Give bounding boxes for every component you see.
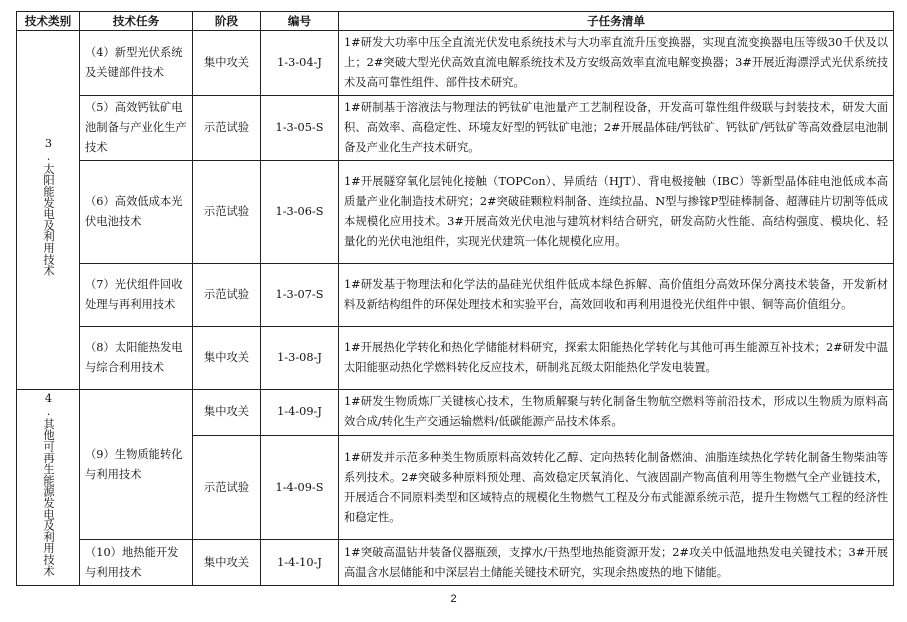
- table-header-row: [17, 12, 894, 31]
- subtask-list-cell: 1#研发大功率中压全直流光伏发电系统技术与大功率直流升压变换器，实现直流变换器电压等级30千伏及以上；2#突破大型光伏高效直流电解系统技术及方安级高效率直流电解变换器；3#开展近海漂浮式光伏系统技术及高可靠性组件、部件技术研究。: [339, 31, 894, 96]
- header-category: 技术类别: [17, 12, 80, 31]
- table-row: [17, 264, 894, 327]
- task-cell: （5）高效钙钛矿电池制备与产业化生产技术: [80, 96, 193, 161]
- table-row: [17, 161, 894, 264]
- table-row: [17, 327, 894, 390]
- task-cell: （8）太阳能热发电与综合利用技术: [80, 327, 193, 390]
- stage-cell: 集中攻关: [193, 31, 261, 96]
- table-row: [17, 540, 894, 586]
- category-label: 4.其他可再生能源发电及利用技术: [42, 392, 55, 577]
- stage-cell: 集中攻关: [193, 540, 261, 586]
- code-cell: 1-4-09-J: [261, 390, 339, 436]
- tech-task-table: [16, 11, 894, 586]
- table-row: [17, 390, 894, 436]
- page-number: 2: [450, 593, 457, 605]
- header-code: 编号: [261, 12, 339, 31]
- task-cell: （7）光伏组件回收处理与再利用技术: [80, 264, 193, 327]
- table-row: [17, 31, 894, 96]
- header-stage: 阶段: [193, 12, 261, 31]
- header-list: 子任务清单: [339, 12, 894, 31]
- stage-cell: 示范试验: [193, 96, 261, 161]
- subtask-list-cell: 1#研发并示范多种类生物质原料高效转化乙醇、定向热转化制备燃油、油脂连续热化学转化制备生物柴油等系列技术。2#突破多种原料预处理、高效稳定厌氧消化、气液固副产物高值利用等生物燃气全产业链技术，开展适合不同原料类型和区域特点的规模化生物燃气工程及分布式能源系统示范，提升生物燃气工程的经济性和稳定性。: [339, 435, 894, 540]
- code-cell: 1-3-06-S: [261, 161, 339, 264]
- table-row: [17, 96, 894, 161]
- subtask-list-cell: 1#突破高温钻井装备仪器瓶颈，支撑水/干热型地热能资源开发；2#攻关中低温地热发电关键技术；3#开展高温含水层储能和中深层岩土储能关键技术研究，实现余热废热的地下储能。: [339, 540, 894, 586]
- stage-cell: 示范试验: [193, 264, 261, 327]
- code-cell: 1-3-07-S: [261, 264, 339, 327]
- stage-cell: 集中攻关: [193, 390, 261, 436]
- header-task: 技术任务: [80, 12, 193, 31]
- subtask-list-cell: 1#研发生物质炼厂关键核心技术，生物质解聚与转化制备生物航空燃料等前沿技术，形成以生物质为原料高效合成/转化生产交通运输燃料/低碳能源产品技术体系。: [339, 390, 894, 436]
- code-cell: 1-3-04-J: [261, 31, 339, 96]
- stage-cell: 集中攻关: [193, 327, 261, 390]
- code-cell: 1-3-08-J: [261, 327, 339, 390]
- stage-cell: 示范试验: [193, 435, 261, 540]
- task-cell: （4）新型光伏系统及关键部件技术: [80, 31, 193, 96]
- category-cell: [17, 390, 80, 586]
- subtask-list-cell: 1#开展隧穿氧化层钝化接触（TOPCon）、异质结（HJT）、背电极接触（IBC）等新型晶体硅电池低成本高质量产业化制造技术研究；2#突破硅颗粒料制备、连续拉晶、N型与掺镓P型硅棒制备、超薄硅片切割等低成本规模化应用技术。3#开展高效光伏电池与建筑材料结合研究，研发高防火性能、高结构强度、模块化、轻量化的光伏电池组件，实现光伏建筑一体化规模化应用。: [339, 161, 894, 264]
- subtask-list-cell: 1#研制基于溶液法与物理法的钙钛矿电池量产工艺制程设备，开发高可靠性组件级联与封装技术，研发大面积、高效率、高稳定性、环境友好型的钙钛矿电池；2#开展晶体硅/钙钛矿、钙钛矿/钙钛矿等高效叠层电池制备及产业化生产技术研究。: [339, 96, 894, 161]
- subtask-list-cell: 1#开展热化学转化和热化学储能材料研究，探索太阳能热化学转化与其他可再生能源互补技术；2#研发中温太阳能驱动热化学燃料转化反应技术，研制兆瓦级太阳能热化学发电装置。: [339, 327, 894, 390]
- task-cell: （9）生物质能转化与利用技术: [80, 390, 193, 540]
- code-cell: 1-3-05-S: [261, 96, 339, 161]
- code-cell: 1-4-10-J: [261, 540, 339, 586]
- category-label: 3.太阳能发电及利用技术: [42, 137, 55, 276]
- stage-cell: 示范试验: [193, 161, 261, 264]
- subtask-list-cell: 1#研发基于物理法和化学法的晶硅光伏组件低成本绿色拆解、高价值组分高效环保分离技术装备，开发新材料及新结构组件的环保处理技术和实验平台，高效回收和再利用退役光伏组件中银、铜等高价值组分。: [339, 264, 894, 327]
- code-cell: 1-4-09-S: [261, 435, 339, 540]
- task-cell: （10）地热能开发与利用技术: [80, 540, 193, 586]
- task-cell: （6）高效低成本光伏电池技术: [80, 161, 193, 264]
- category-cell: [17, 31, 80, 390]
